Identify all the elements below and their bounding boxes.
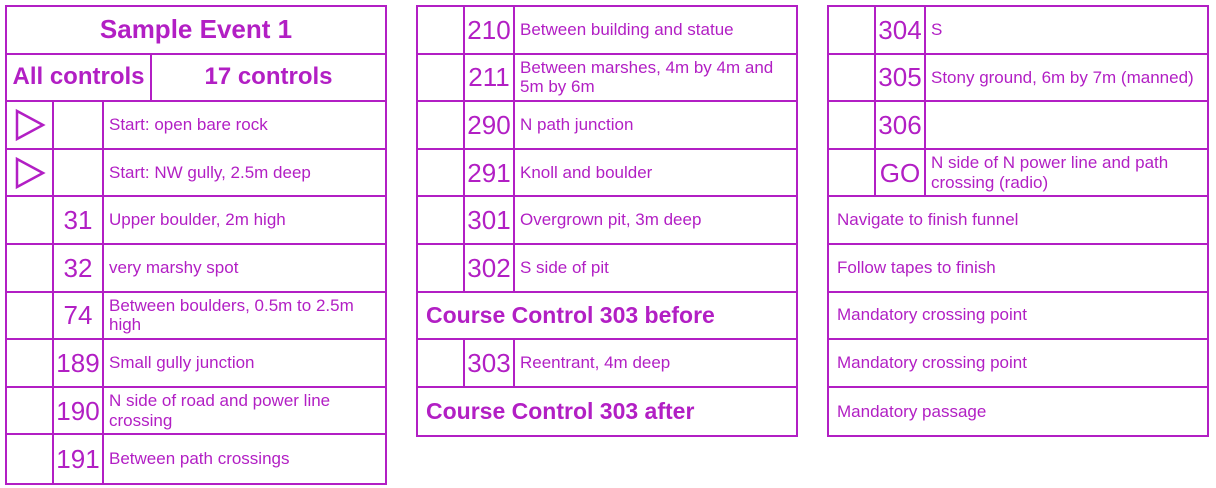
control-description: Between marshes, 4m by 4m and 5m by 6m [520,57,774,97]
control-code: 306 [876,102,926,148]
control-description: Stony ground, 6m by 7m (manned) [931,67,1194,87]
directive-row [829,293,1207,341]
directive-text: Mandatory crossing point [837,305,1027,325]
control-row [829,55,1207,103]
directive-text: Mandatory crossing point [837,352,1027,372]
control-code [54,102,104,148]
directive-row [829,340,1207,388]
start-triangle-icon [7,102,54,148]
control-row [7,245,385,293]
control-row [7,388,385,436]
control-row [418,7,796,55]
control-description [926,102,1207,148]
control-code [54,150,104,196]
control-order-cell [418,245,465,291]
control-description: S side of pit [520,257,609,277]
control-order-cell [418,102,465,148]
control-order-cell [7,340,54,386]
control-row [7,197,385,245]
all-controls-label: All controls [7,55,152,101]
control-row [418,55,796,103]
control-code: 189 [54,340,104,386]
control-order-cell [418,7,465,53]
control-description: N path junction [520,115,634,135]
control-order-cell [7,293,54,339]
control-code: 302 [465,245,515,291]
event-title-row [7,7,385,55]
directive-text: Follow tapes to finish [837,257,996,277]
description-sheet-column-1 [5,5,387,485]
directive-text: Mandatory passage [837,401,987,421]
control-description: Between boulders, 0.5m to 2.5m high [109,295,354,335]
control-row [418,102,796,150]
control-code: 305 [876,55,926,101]
control-row [829,7,1207,55]
control-code: 303 [465,340,515,386]
control-code: 190 [54,388,104,434]
control-code: GO [876,150,926,196]
directive-row [829,197,1207,245]
directive-text: Navigate to finish funnel [837,210,1019,230]
section-heading-before: Course Control 303 before [426,301,715,328]
control-code: 74 [54,293,104,339]
control-code: 291 [465,150,515,196]
directive-row [829,388,1207,436]
directive-row [829,245,1207,293]
control-row [7,340,385,388]
control-code: 191 [54,435,104,483]
control-description: Between path crossings [109,449,290,469]
control-code: 301 [465,197,515,243]
control-row [829,102,1207,150]
control-code: 211 [465,55,515,101]
control-description: very marshy spot [109,257,239,277]
control-row [7,435,385,483]
control-description: Between building and statue [520,20,734,40]
section-heading-row [418,293,796,341]
control-row [829,150,1207,198]
control-order-cell [7,197,54,243]
control-order-cell [829,102,876,148]
event-title: Sample Event 1 [99,14,293,45]
control-code: 210 [465,7,515,53]
control-description: Reentrant, 4m deep [520,353,671,373]
control-order-cell [418,55,465,101]
section-heading-after: Course Control 303 after [426,398,695,425]
control-order-cell [418,150,465,196]
control-description: S [931,20,943,40]
control-description: Start: open bare rock [109,115,268,135]
section-heading-row [418,388,796,436]
control-row [418,150,796,198]
description-sheet-column-2 [416,5,798,437]
control-description: Start: NW gully, 2.5m deep [109,162,311,182]
control-code: 290 [465,102,515,148]
control-description: Upper boulder, 2m high [109,210,286,230]
control-row [7,293,385,341]
summary-row [7,55,385,103]
control-order-cell [829,55,876,101]
control-description: N side of road and power line crossing [109,391,331,430]
control-description: N side of N power line and path crossing (radio) [931,153,1169,192]
description-sheet-column-3 [827,5,1209,437]
control-order-cell [7,245,54,291]
control-code: 31 [54,197,104,243]
control-description: Knoll and boulder [520,162,653,182]
control-row [7,102,385,150]
control-order-cell [418,197,465,243]
start-triangle-icon [7,150,54,196]
control-code: 304 [876,7,926,53]
control-order-cell [829,150,876,196]
control-description: Overgrown pit, 3m deep [520,210,702,230]
control-order-cell [418,340,465,386]
control-row [418,245,796,293]
control-row [418,197,796,245]
control-code: 32 [54,245,104,291]
control-order-cell [7,388,54,434]
control-description: Small gully junction [109,353,255,373]
control-row [418,340,796,388]
control-row [7,150,385,198]
control-order-cell [7,435,54,483]
control-order-cell [829,7,876,53]
controls-count: 17 controls [204,63,333,91]
